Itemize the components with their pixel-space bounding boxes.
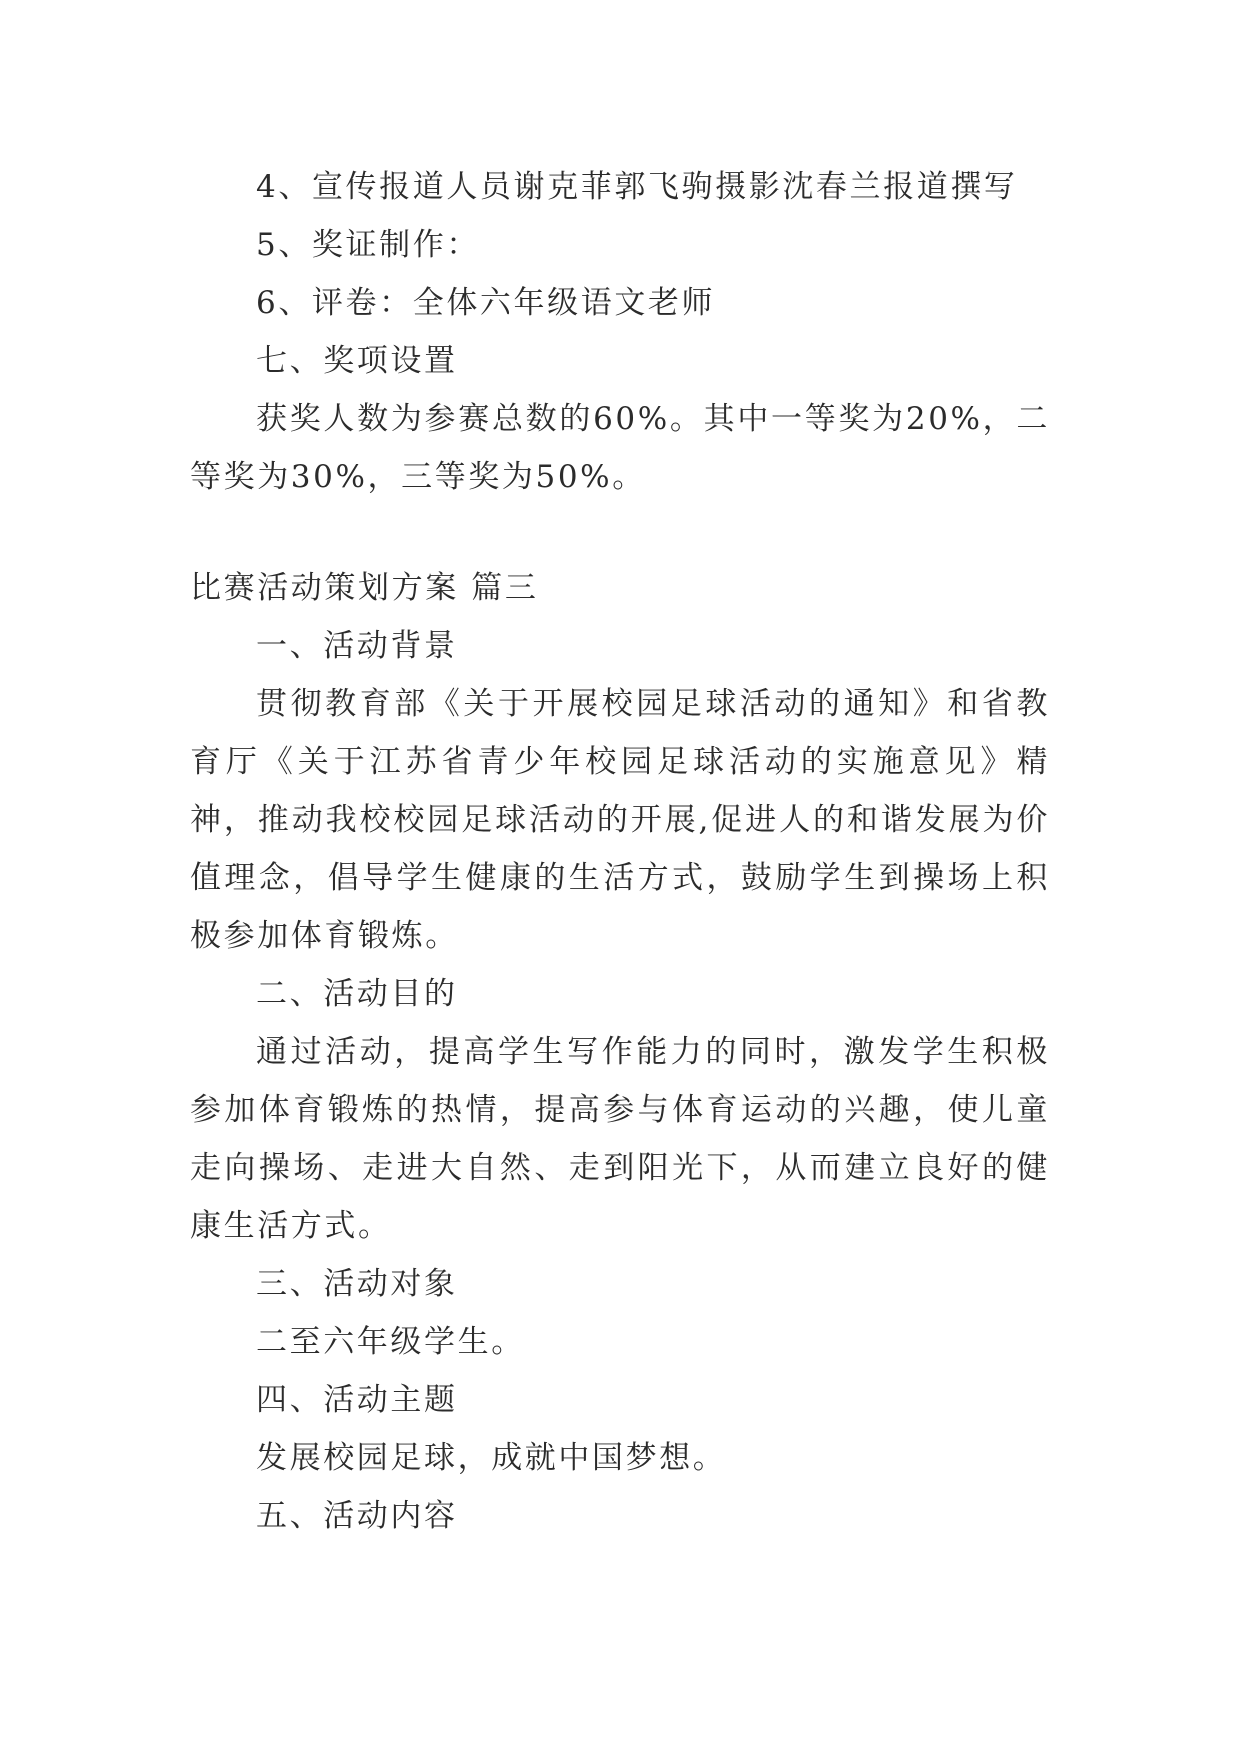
section-title: 比赛活动策划方案 篇三 — [190, 570, 539, 606]
paragraph-background: 贯彻教育部《关于开展校园足球活动的通知》和省教育厅《关于江苏省青少年校园足球活动的实施意见》精神，推动我校校园足球活动的开展,促进人的和谐发展为价值理念，倡导学生健康的生活方式，鼓励学生到操场上积极参加体育锻炼。 — [190, 686, 1050, 954]
heading-award-settings: 七、奖项设置 — [256, 343, 458, 379]
heading-content: 五、活动内容 — [256, 1498, 458, 1534]
paragraph-award-ratio: 获奖人数为参赛总数的60%。其中一等奖为20%，二等奖为30%，三等奖为50%。 — [190, 401, 1050, 495]
heading-participants: 三、活动对象 — [256, 1266, 458, 1302]
heading-background: 一、活动背景 — [256, 628, 458, 664]
heading-theme: 四、活动主题 — [256, 1382, 458, 1418]
heading-purpose: 二、活动目的 — [256, 976, 458, 1012]
paragraph-purpose: 通过活动，提高学生写作能力的同时，激发学生积极参加体育锻炼的热情，提高参与体育运动的兴趣，使儿童走向操场、走进大自然、走到阳光下，从而建立良好的健康生活方式。 — [190, 1034, 1050, 1244]
paragraph-certificate-production: 5、奖证制作： — [256, 227, 480, 263]
paragraph-publicity-staff: 4、宣传报道人员谢克菲郭飞驹摄影沈春兰报道撰写 — [256, 169, 1018, 205]
paragraph-participants: 二至六年级学生。 — [256, 1324, 525, 1360]
paragraph-theme: 发展校园足球，成就中国梦想。 — [256, 1440, 727, 1476]
paragraph-grading: 6、评卷：全体六年级语文老师 — [256, 285, 716, 321]
